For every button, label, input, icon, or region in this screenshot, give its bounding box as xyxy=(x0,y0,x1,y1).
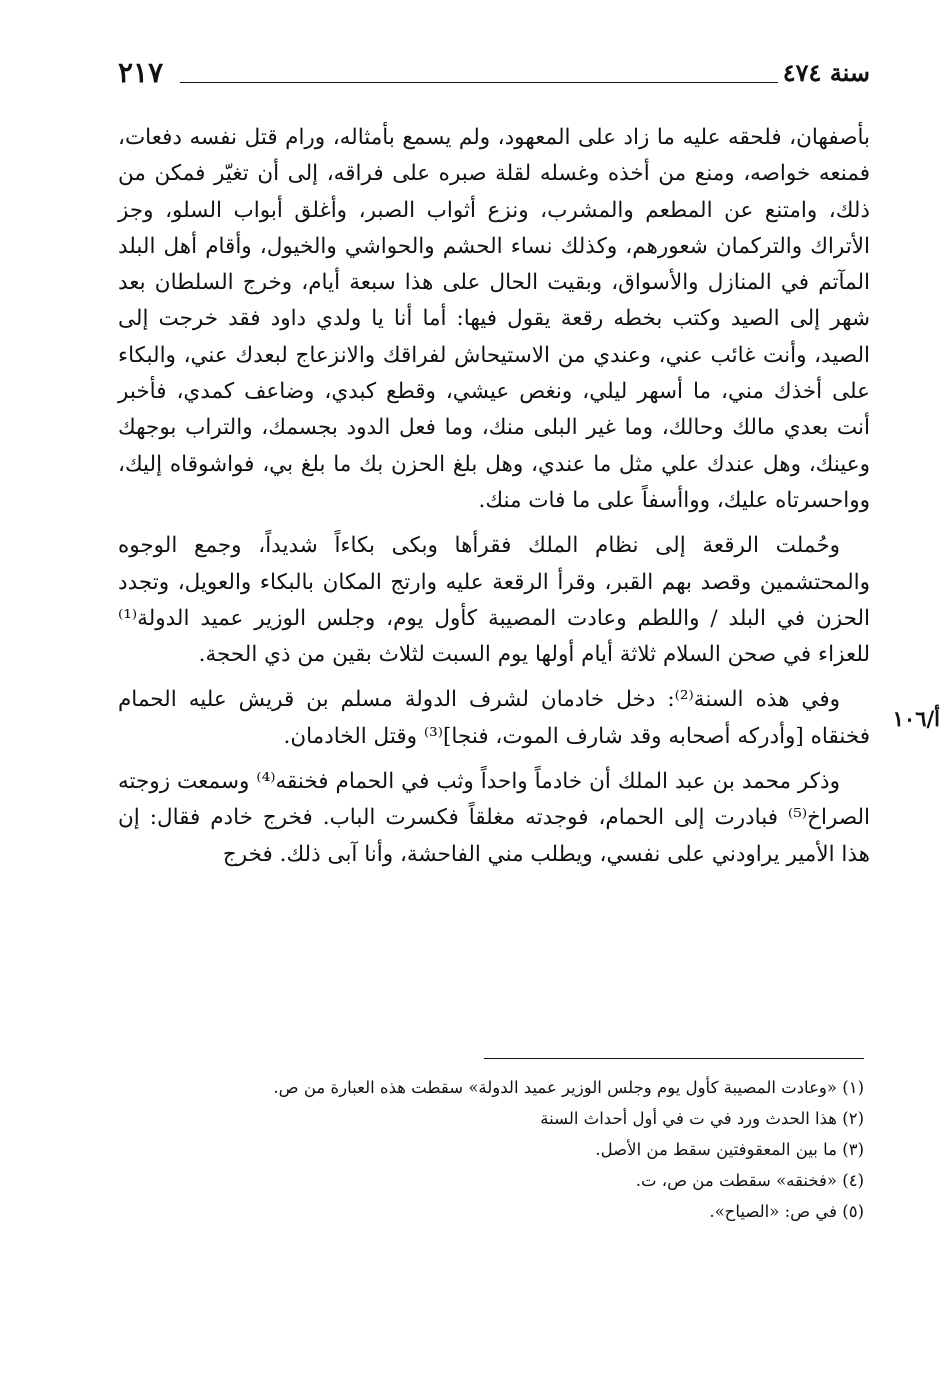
footnote-1: (١) «وعادت المصيبة كأول يوم وجلس الوزير عميد الدولة» سقطت هذه العبارة من ص. xyxy=(273,1078,864,1097)
footnote-5: (٥) في ص: «الصياح». xyxy=(709,1202,864,1221)
manuscript-folio-note: أ/١٠٦ xyxy=(892,706,940,731)
page-number: ٢١٧ xyxy=(118,56,164,89)
footnote-3: (٣) ما بين المعقوفتين سقط من الأصل. xyxy=(595,1140,864,1159)
page-header xyxy=(118,56,870,96)
footnotes xyxy=(118,1072,864,1227)
paragraph-1: بأصفهان، فلحقه عليه ما زاد على المعهود، ولم يسمع بأمثاله، ورام قتل نفسه دفعات، فمنعه خواصه، ومنع من أخذه وغسله لقلة صبره على فراقه، إلى أن تغيّر فمكن من ذلك، وامتنع عن المطعم والمشرب، ونزع أثواب الصبر، وأغلق أبواب السلو، وجز الأتراك والتركمان شعورهم، وكذلك نساء الحشم والحواشي والخيول، وأقام أهل البلد المآتم في المنازل والأسواق، وبقيت الحال على هذا سبعة أيام، وخرج السلطان بعد شهر إلى الصيد وكتب بخطه رقعة يقول فيها: أما أنا يا ولدي داود فقد خرجت إلى الصيد، وأنت غائب عني، وعندي من الاستيحاش لفراقك والانزعاج لبعدك عني، والبكاء على أخذك مني، ما أسهر ليلي، ونغص عيشي، وقطع كبدي، وضاعف كمدي، فأخبر أنت بعدي مالك وحالك، وما غير البلى منك، وما فعل الدود بجسمك، والتراب بوجهك وعينك، وهل عندك علي مثل ما عندي، وهل بلغ الحزن بك ما بلغ بي، فواشوقاه إليك، وواحسرتاه عليك، وواأسفاً على ما فات منك. xyxy=(118,125,870,513)
paragraph-3: وفي هذه السنة⁽²⁾: دخل خادمان لشرف الدولة مسلم بن قريش عليه الحمام فخنقاه [وأدركه أصحابه وقد شارف الموت، فنجا]⁽³⁾ وقتل الخادمان. xyxy=(118,687,870,749)
footnote-4: (٤) «فخنقه» سقطت من ص، ت. xyxy=(635,1171,864,1190)
main-text xyxy=(118,120,870,873)
paragraph-2: وحُملت الرقعة إلى نظام الملك فقرأها وبكى بكاءاً شديداً، وجمع الوجوه والمحتشمين وقصد بهم القبر، وقرأ الرقعة عليه وارتج المكان بالبكاء والعويل، وتجدد الحزن في البلد / واللطم وعادت المصيبة كأول يوم، وجلس الوزير عميد الدولة⁽¹⁾ للعزاء في صحن السلام ثلاثة أيام أولها يوم السبت لثلاث بقين من ذي الحجة. xyxy=(118,533,870,668)
paragraph-4: وذكر محمد بن عبد الملك أن خادماً واحداً وثب في الحمام فخنقه⁽⁴⁾ وسمعت زوجته الصراخ⁽⁵⁾ فبادرت إلى الحمام، فوجدته مغلقاً فكسرت الباب. فخرج خادم فقال: إن هذا الأمير يراودني على نفسي، ويطلب مني الفاحشة، وأنا آبى ذلك. فخرج xyxy=(118,769,870,867)
running-head-year: سنة ٤٧٤ xyxy=(782,58,870,87)
header-rule xyxy=(180,82,778,83)
footnote-rule xyxy=(484,1058,864,1059)
footnote-2: (٢) هذا الحدث ورد في ت في أول أحداث السنة xyxy=(540,1109,864,1128)
